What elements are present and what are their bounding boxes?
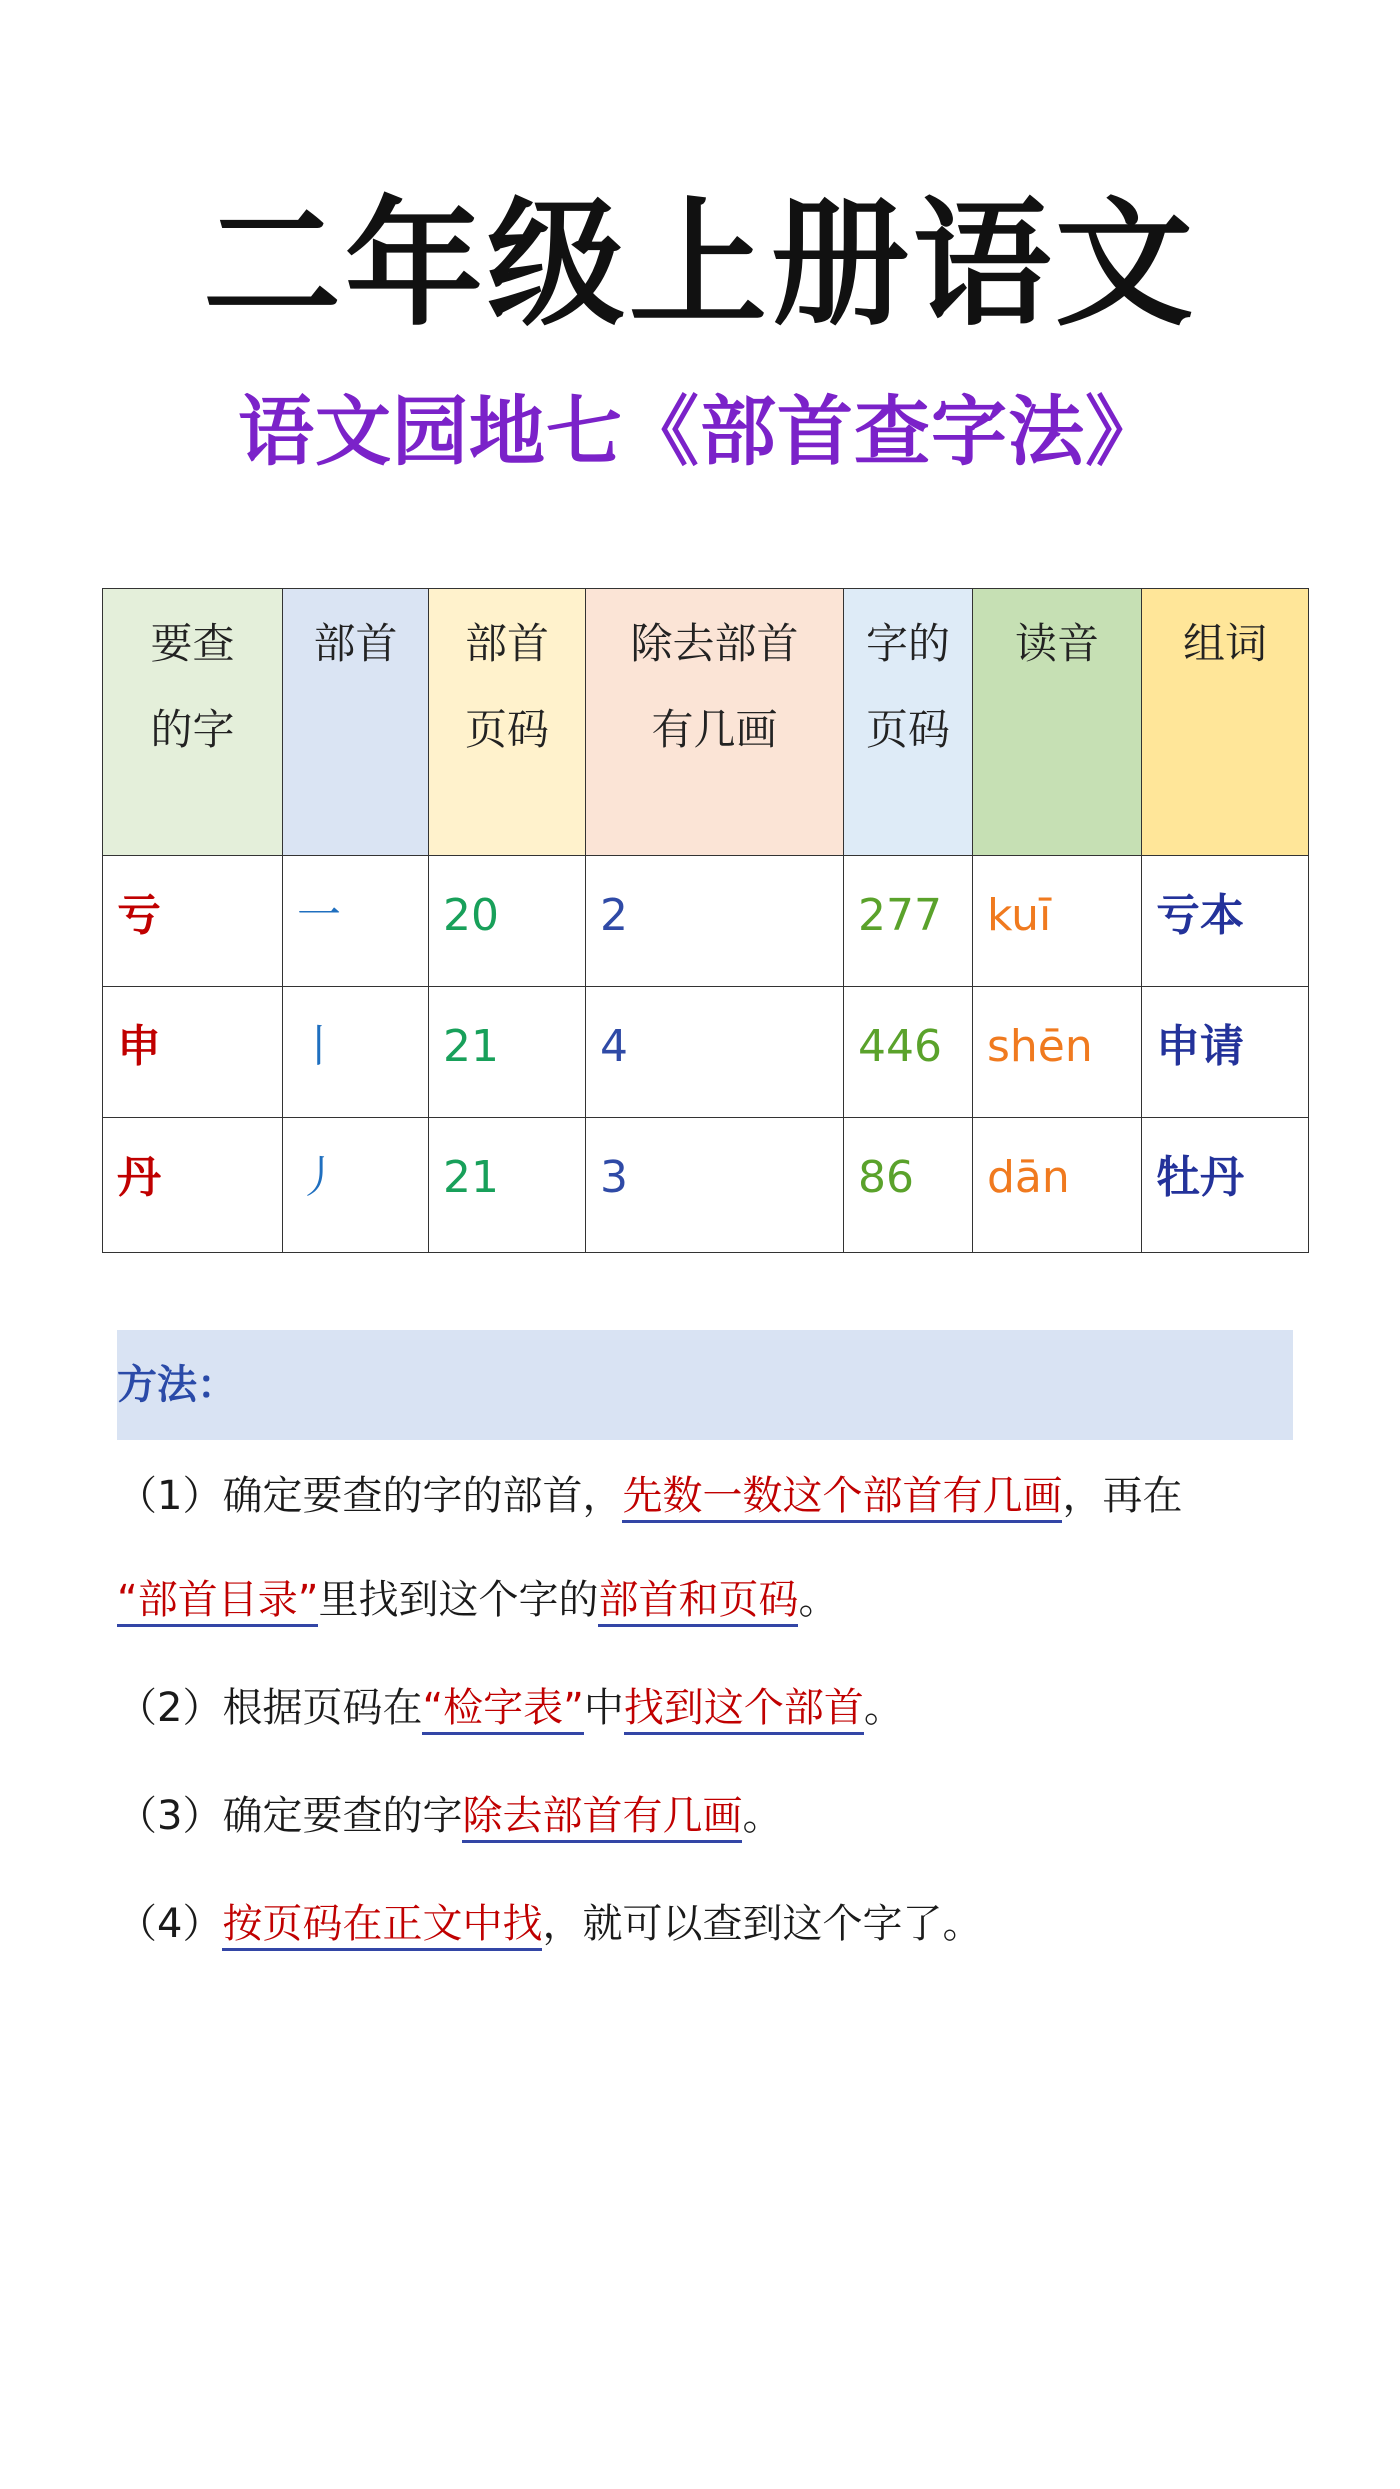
page-subtitle: 语文园地七《部首查字法》: [238, 387, 1162, 476]
header-radical-page: 部首 页码: [429, 589, 586, 856]
highlight-text: 按页码在正文中找: [222, 1901, 542, 1951]
header-char-page: 字的 页码: [844, 589, 973, 856]
table-row: [103, 1118, 1309, 1253]
cell-page: 86: [844, 1118, 973, 1253]
cell-radical: 丿: [283, 1118, 429, 1253]
cell-strokes: 4: [586, 987, 844, 1118]
radical-lookup-table: [102, 588, 1309, 1253]
cell-pinyin: dān: [973, 1118, 1142, 1253]
page-title: 二年级上册语文: [202, 184, 1197, 345]
highlight-text: 先数一数这个部首有几画: [622, 1473, 1062, 1523]
cell-radical-page: 20: [429, 856, 586, 987]
cell-pinyin: shēn: [973, 987, 1142, 1118]
cell-radical: 一: [283, 856, 429, 987]
table-header-row: [103, 589, 1309, 856]
method-header-bar: [117, 1330, 1293, 1440]
cell-word: 牡丹: [1142, 1118, 1309, 1253]
method-step-3: （3）确定要查的字除去部首有几画。: [117, 1788, 782, 1844]
table-row: [103, 856, 1309, 987]
method-step-2: （2）根据页码在“检字表”中找到这个部首。: [117, 1680, 904, 1736]
highlight-text: “部首目录”: [117, 1577, 318, 1627]
cell-pinyin: kuī: [973, 856, 1142, 987]
cell-strokes: 3: [586, 1118, 844, 1253]
highlight-text: 部首和页码: [598, 1577, 798, 1627]
cell-char: 亏: [103, 856, 283, 987]
cell-word: 亏本: [1142, 856, 1309, 987]
method-label: 方法：: [117, 1362, 237, 1408]
cell-radical: 丨: [283, 987, 429, 1118]
cell-page: 277: [844, 856, 973, 987]
header-word: 组词: [1142, 589, 1309, 856]
cell-word: 申请: [1142, 987, 1309, 1118]
header-radical: 部首: [283, 589, 429, 856]
cell-strokes: 2: [586, 856, 844, 987]
cell-radical-page: 21: [429, 987, 586, 1118]
method-step-1-cont: “部首目录”里找到这个字的部首和页码。: [117, 1572, 838, 1628]
method-step-1: （1）确定要查的字的部首，先数一数这个部首有几画，再在: [117, 1468, 1182, 1524]
cell-char: 申: [103, 987, 283, 1118]
highlight-text: “检字表”: [422, 1685, 583, 1735]
method-step-4: （4）按页码在正文中找，就可以查到这个字了。: [117, 1896, 982, 1952]
cell-radical-page: 21: [429, 1118, 586, 1253]
highlight-text: 除去部首有几画: [462, 1793, 742, 1843]
header-remaining-strokes: 除去部首 有几画: [586, 589, 844, 856]
highlight-text: 找到这个部首: [624, 1685, 864, 1735]
table-row: [103, 987, 1309, 1118]
header-target-char: 要查 的字: [103, 589, 283, 856]
cell-page: 446: [844, 987, 973, 1118]
cell-char: 丹: [103, 1118, 283, 1253]
header-pronunciation: 读音: [973, 589, 1142, 856]
